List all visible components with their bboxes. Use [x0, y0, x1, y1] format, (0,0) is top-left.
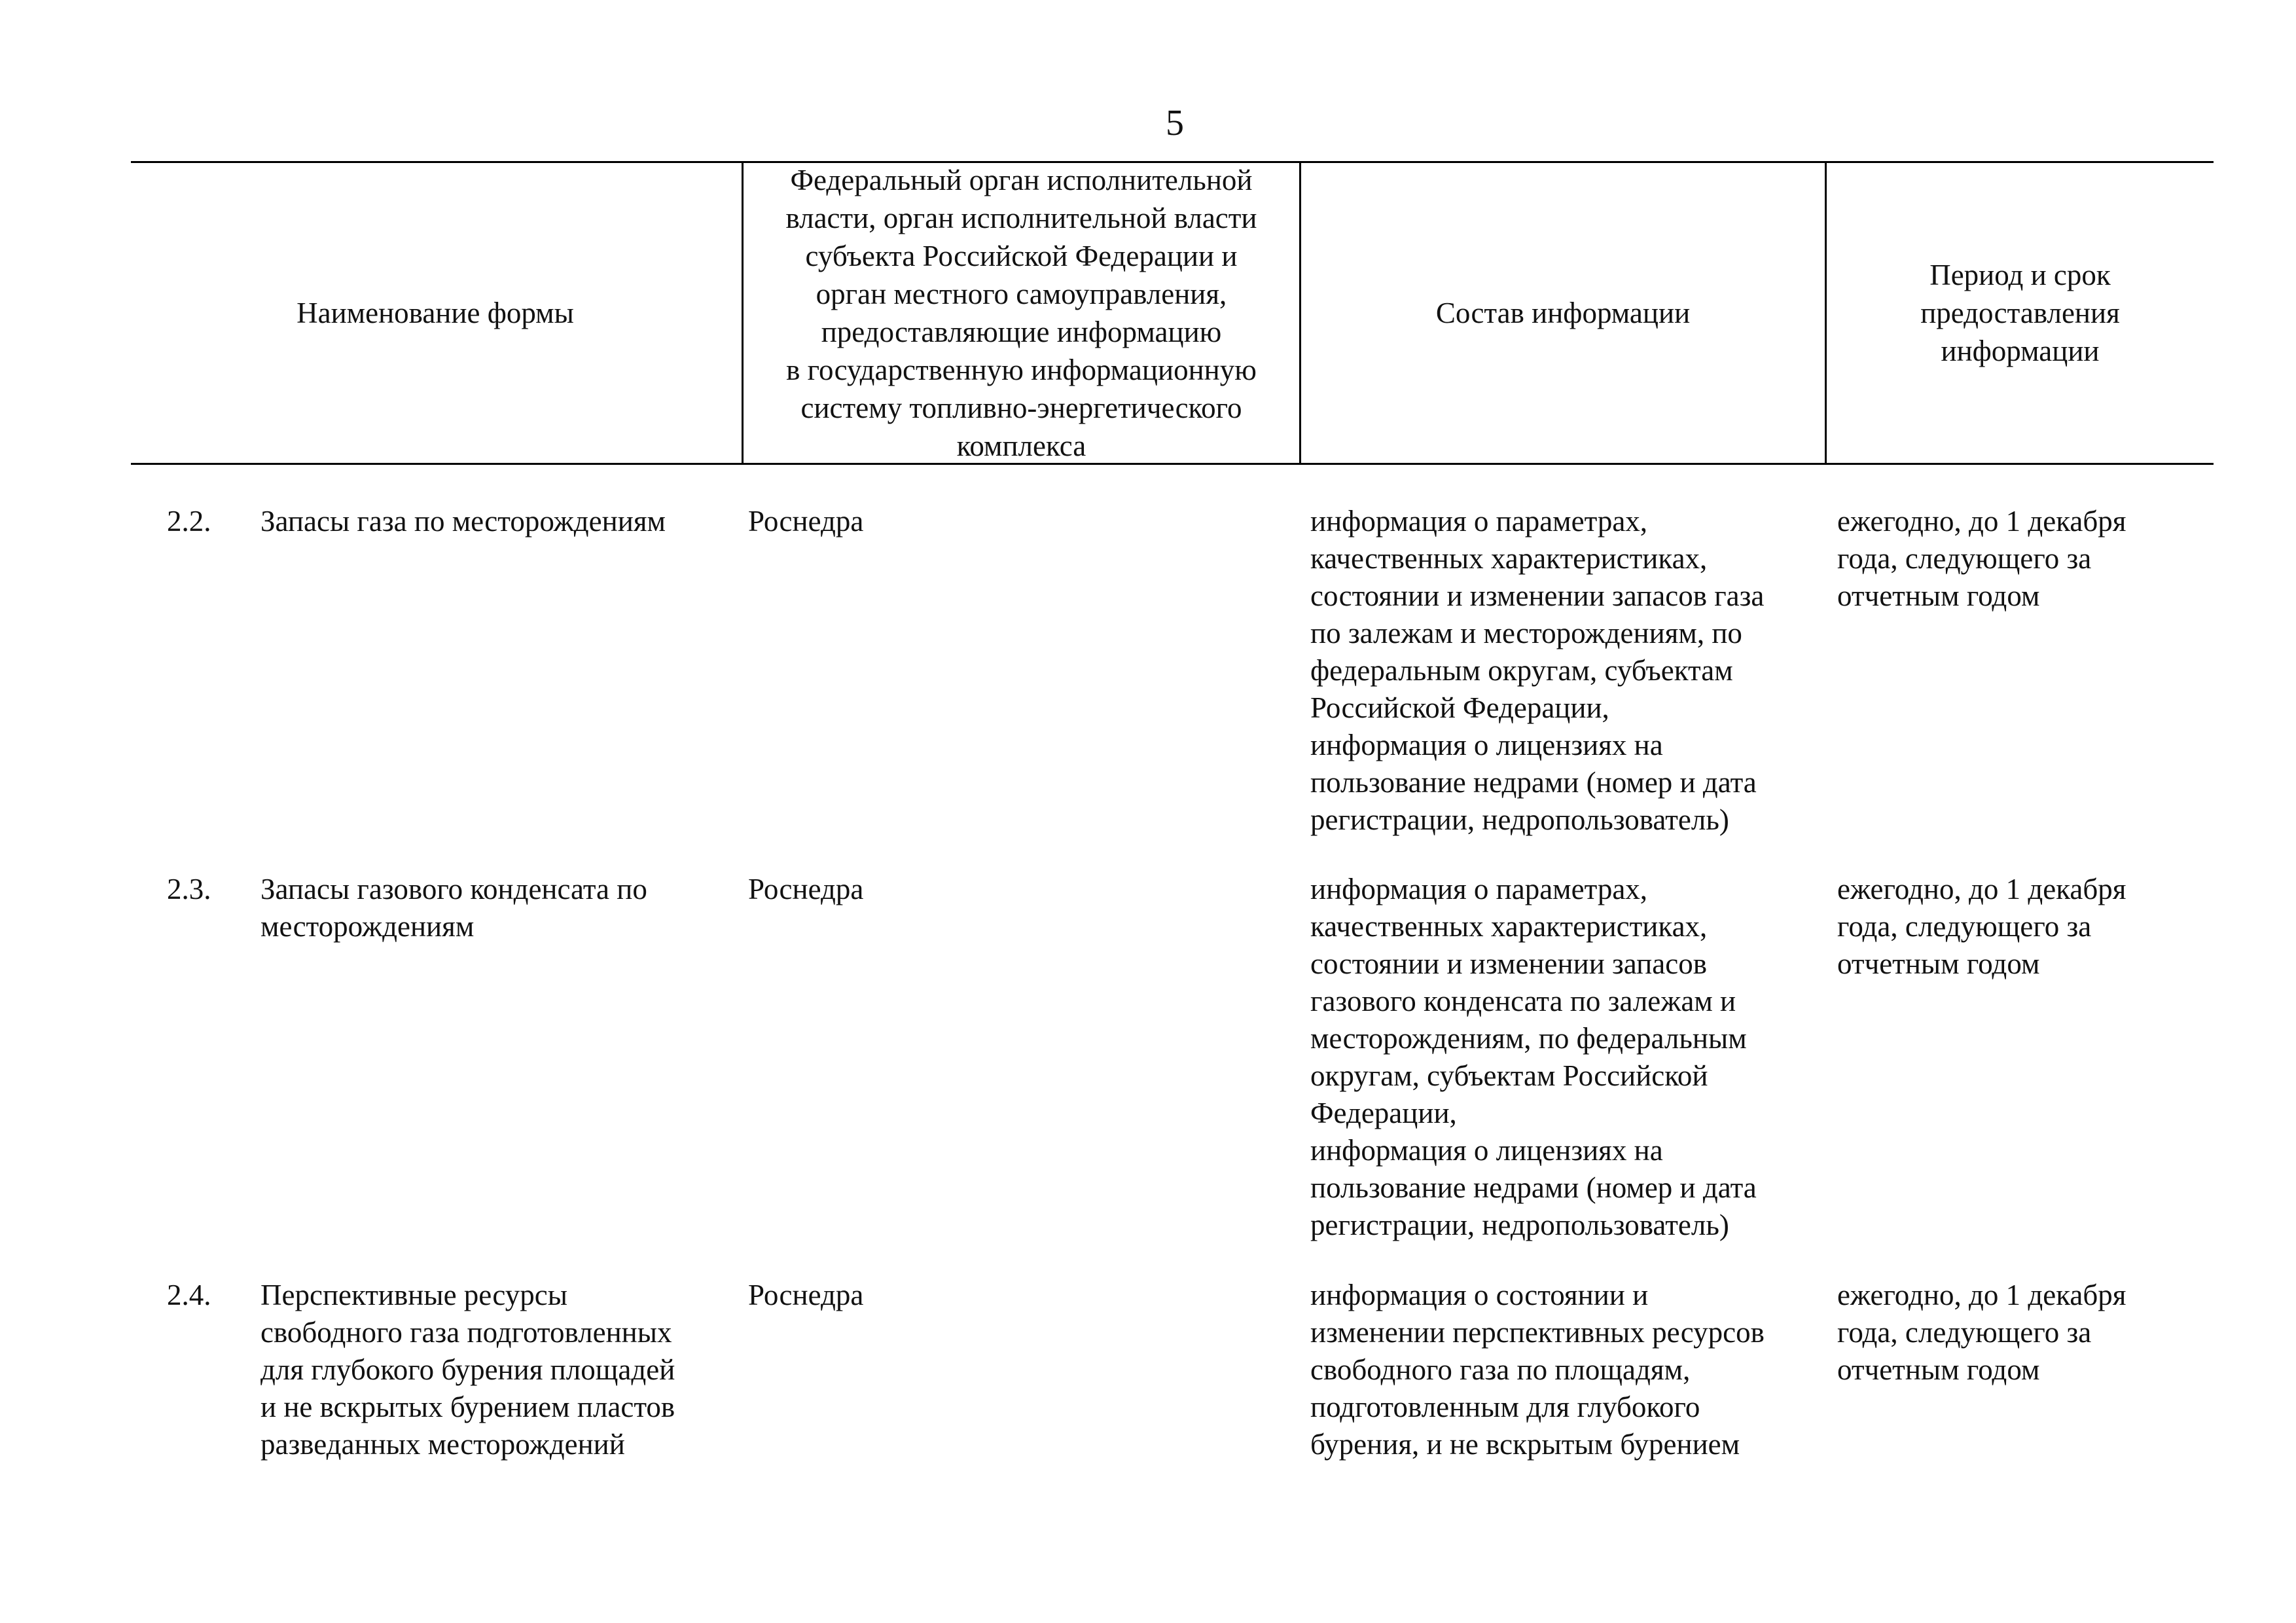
header-authority	[744, 162, 1299, 464]
page-number: 5	[1166, 103, 1184, 143]
row-content: информация о состоянии и изменении перспективных ресурсов свободного газа по площадям, подготовленным для глубокого бурения, и не вскрытым бурением	[1310, 1279, 1765, 1461]
row-form-name: Перспективные ресурсы свободного газа подготовленных для глубокого бурения площадей и не вскрытых бурением пластов разведанных месторождений	[260, 1279, 675, 1461]
row-form-name: Запасы газового конденсата по месторождениям	[260, 873, 647, 943]
row-number: 2.2.	[167, 505, 211, 538]
row-number: 2.4.	[167, 1279, 211, 1311]
header-form-name	[131, 164, 740, 462]
row-number: 2.3.	[167, 873, 211, 905]
row-content: информация о параметрах, качественных характеристиках, состоянии и изменении запасов газового конденсата по залежам и месторождениям, по федеральным округам, субъектам Российской Федерации, информация о лицензиях на пользование недрами (номер и дата регистрации, недропользователь)	[1310, 873, 1757, 1241]
header-period	[1827, 164, 2214, 462]
row-period: ежегодно, до 1 декабря года, следующего за отчетным годом	[1837, 505, 2126, 612]
row-authority: Роснедра	[748, 505, 864, 538]
row-form-name: Запасы газа по месторождениям	[260, 505, 666, 538]
header-content	[1301, 164, 1825, 462]
header-period-text: Период и срок предоставления информации	[1920, 258, 2120, 367]
row-authority: Роснедра	[748, 1279, 864, 1311]
row-authority: Роснедра	[748, 873, 864, 905]
header-content-text: Состав информации	[1435, 296, 1691, 329]
header-authority-text: Федеральный орган исполнительной власти, орган исполнительной власти субъекта Российской Федерации и орган местного самоуправления, предоставляющие информацию в государственную информационную систему топливно-энергетического комплекса	[785, 164, 1257, 462]
row-content: информация о параметрах, качественных характеристиках, состоянии и изменении запасов газа по залежам и месторождениям, по федеральным округам, субъектам Российской Федерации, информация о лицензиях на пользование недрами (номер и дата регистрации, недропользователь)	[1310, 505, 1765, 836]
row-period: ежегодно, до 1 декабря года, следующего за отчетным годом	[1837, 873, 2126, 980]
header-form-name-text: Наименование формы	[296, 296, 574, 329]
row-period: ежегодно, до 1 декабря года, следующего за отчетным годом	[1837, 1279, 2126, 1386]
